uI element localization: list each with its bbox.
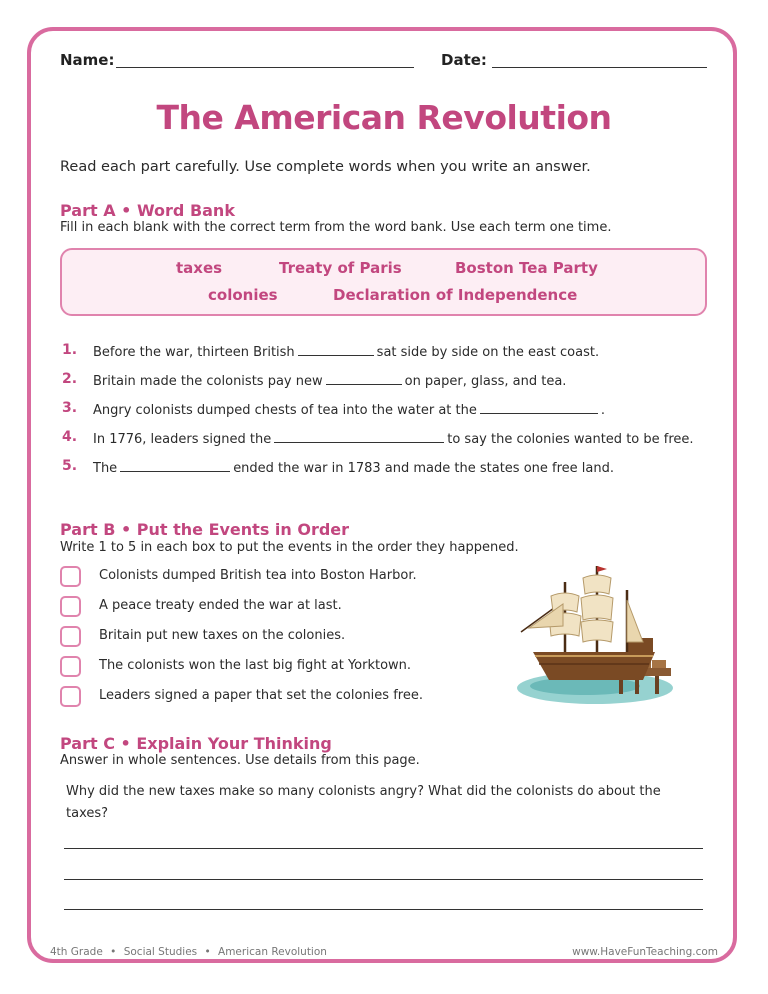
word-bank-term: Boston Tea Party <box>455 259 598 277</box>
word-bank-term: colonies <box>208 286 278 304</box>
question-text: ended the war in 1783 and made the states one free land. <box>233 461 614 476</box>
answer-blank[interactable] <box>274 430 444 443</box>
order-box[interactable] <box>60 656 81 677</box>
date-field[interactable] <box>492 67 707 68</box>
question-text: on paper, glass, and tea. <box>404 374 567 389</box>
question-number: 1. <box>62 342 78 358</box>
question-text: Britain made the colonists pay new <box>93 374 323 389</box>
answer-line[interactable] <box>64 909 703 910</box>
footer-separator: • <box>110 946 117 958</box>
answer-line[interactable] <box>64 879 703 880</box>
word-bank-term: Treaty of Paris <box>279 259 402 277</box>
name-field[interactable] <box>116 67 414 68</box>
word-bank-term: Declaration of Independence <box>333 286 578 304</box>
footer-breadcrumb <box>50 946 327 958</box>
footer-website[interactable]: www.HaveFunTeaching.com <box>572 946 718 958</box>
word-bank-term: taxes <box>176 259 223 277</box>
event-item: Britain put new taxes on the colonies. <box>99 628 346 643</box>
answer-blank[interactable] <box>120 459 230 472</box>
footer-topic: American Revolution <box>218 946 327 958</box>
part-c-instructions: Answer in whole sentences. Use details from this page. <box>60 753 420 768</box>
order-box[interactable] <box>60 686 81 707</box>
order-box[interactable] <box>60 626 81 647</box>
part-b-instructions: Write 1 to 5 in each box to put the events in the order they happened. <box>60 540 519 555</box>
question-text: In 1776, leaders signed the <box>93 432 272 447</box>
question-2 <box>93 372 566 389</box>
part-b-heading: Part B • Put the Events in Order <box>60 520 350 539</box>
footer-subject: Social Studies <box>123 946 198 958</box>
question-1 <box>93 343 599 360</box>
question-text: sat side by side on the east coast. <box>376 345 600 360</box>
answer-blank[interactable] <box>298 343 374 356</box>
name-label: Name: <box>60 51 115 69</box>
part-c-question: Why did the new taxes make so many colonists angry? What did the colonists do about the <box>66 784 661 799</box>
event-item: A peace treaty ended the war at last. <box>99 598 342 613</box>
part-c-question: taxes? <box>66 806 109 821</box>
question-number: 3. <box>62 400 78 416</box>
question-number: 4. <box>62 429 78 445</box>
question-text: to say the colonies wanted to be free. <box>447 432 694 447</box>
question-5 <box>93 459 614 476</box>
order-box[interactable] <box>60 596 81 617</box>
footer-separator: • <box>204 946 211 958</box>
question-text: Angry colonists dumped chests of tea into the water at the <box>93 403 477 418</box>
question-text: . <box>600 403 605 418</box>
date-label: Date: <box>441 51 487 69</box>
footer-grade: 4th Grade <box>50 946 103 958</box>
answer-blank[interactable] <box>480 401 598 414</box>
answer-blank[interactable] <box>326 372 402 385</box>
answer-line[interactable] <box>64 848 703 849</box>
page-title: The American Revolution <box>156 98 612 137</box>
question-number: 2. <box>62 371 78 387</box>
question-text: Before the war, thirteen British <box>93 345 295 360</box>
question-4 <box>93 430 694 447</box>
part-c-heading: Part C • Explain Your Thinking <box>60 734 332 753</box>
question-number: 5. <box>62 458 78 474</box>
event-item: The colonists won the last big fight at Yorktown. <box>99 658 412 673</box>
question-3 <box>93 401 605 418</box>
event-item: Leaders signed a paper that set the colonies free. <box>99 688 423 703</box>
part-a-heading: Part A • Word Bank <box>60 201 235 220</box>
event-item: Colonists dumped British tea into Boston Harbor. <box>99 568 417 583</box>
intro-text: Read each part carefully. Use complete words when you write an answer. <box>60 159 591 175</box>
sailing-ship-illustration <box>515 560 680 710</box>
order-box[interactable] <box>60 566 81 587</box>
question-text: The <box>93 461 118 476</box>
part-a-instructions: Fill in each blank with the correct term from the word bank. Use each term one time. <box>60 220 612 235</box>
